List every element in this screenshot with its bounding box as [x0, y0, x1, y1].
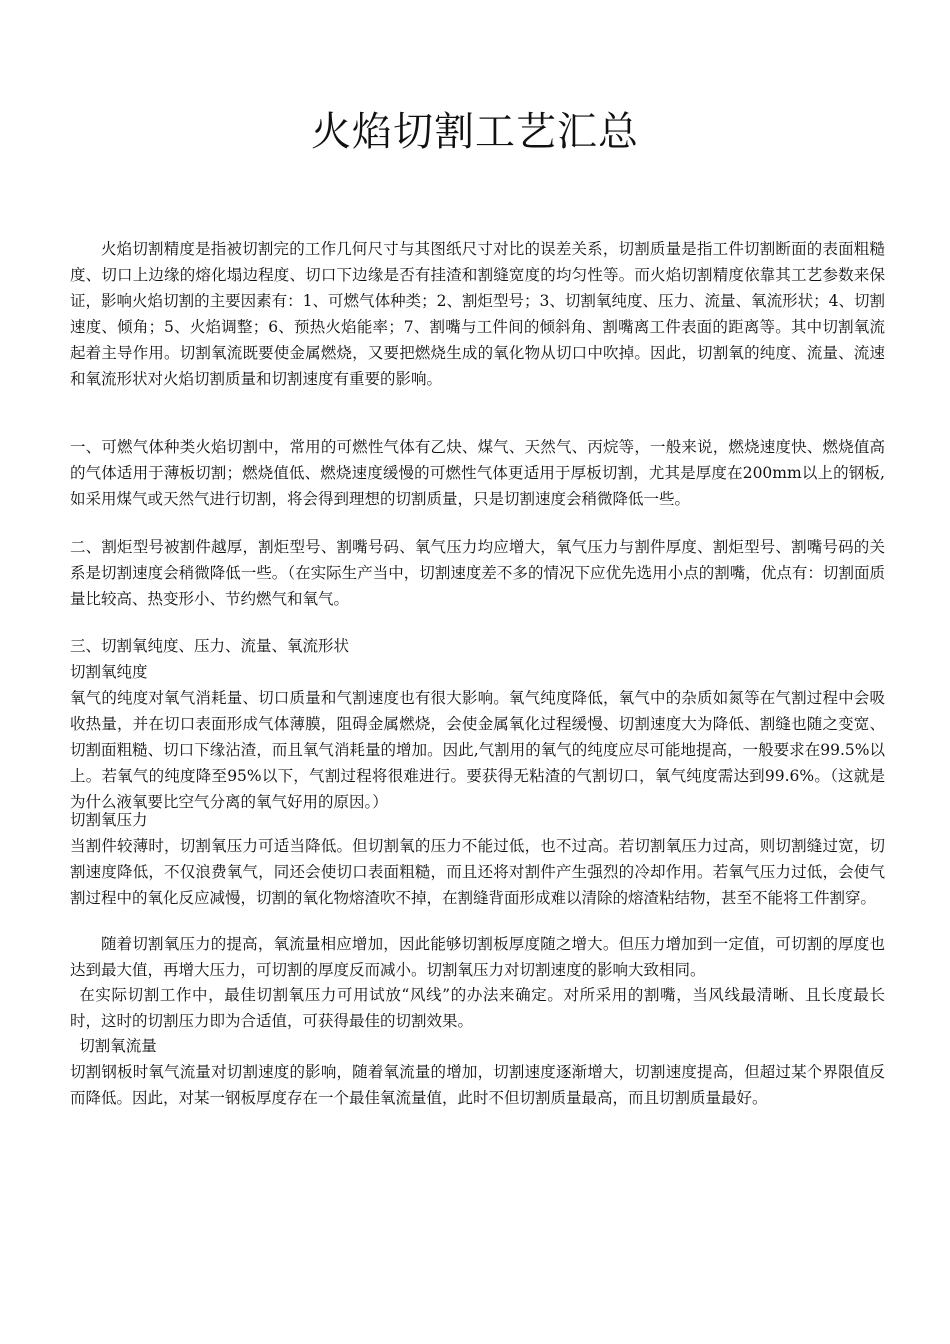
section-1-paragraph: 一、可燃气体种类火焰切割中，常用的可燃性气体有乙炔、煤气、天然气、丙烷等，一般来说，燃烧速度快、燃烧值高的气体适用于薄板切割；燃烧值低、燃烧速度缓慢的可燃性气体更适用于厚板切割，尤其是厚度在200mm以上的钢板,如采用煤气或天然气进行切割，将会得到理想的切割质量，只是切割速度会稍微降低一些。	[70, 438, 885, 508]
document-title: 火焰切割工艺汇总	[311, 109, 639, 155]
flow-subheading: 切割氧流量	[79, 1037, 157, 1055]
pressure-subheading: 切割氧压力	[70, 811, 148, 829]
intro-paragraph: 火焰切割精度是指被切割完的工作几何尺寸与其图纸尺寸对比的误差关系，切割质量是指工件切割断面的表面粗糙度、切口上边缘的熔化塌边程度、切口下边缘是否有挂渣和割缝宽度的均匀性等。而火焰切割精度依靠其工艺参数来保证，影响火焰切割的主要因素有：1、可燃气体种类；2、割炬型号；3、切割氧纯度、压力、流量、氧流形状；4、切割速度、倾角；5、火焰调整；6、预热火焰能率；7、割嘴与工件间的倾斜角、割嘴离工件表面的距离等。其中切割氧流起着主导作用。切割氧流既要使金属燃烧，又要把燃烧生成的氧化物从切口中吹掉。因此，切割氧的纯度、流量、流速和氧流形状对火焰切割质量和切割速度有重要的影响。	[70, 240, 885, 388]
flow-paragraph: 切割钢板时氧气流量对切割速度的影响，随着氧流量的增加，切割速度逐渐增大，切割速度提高，但超过某个界限值反而降低。因此，对某一钢板厚度存在一个最佳氧流量值，此时不但切割质量最高，而且切割质量最好。	[70, 1063, 885, 1107]
section-3-heading: 三、切割氧纯度、压力、流量、氧流形状	[70, 637, 350, 655]
pressure-paragraph-2: 随着切割氧压力的提高，氧流量相应增加，因此能够切割板厚度随之增大。但压力增加到一定值，可切割的厚度也达到最大值，再增大压力，可切割的厚度反而减小。切割氧压力对切割速度的影响大致相同。	[70, 935, 885, 979]
purity-paragraph: 氧气的纯度对氧气消耗量、切口质量和气割速度也有很大影响。氧气纯度降低，氧气中的杂质如氮等在气割过程中会吸收热量，并在切口表面形成气体薄膜，阻碍金属燃烧，会使金属氧化过程缓慢、切割速度大为降低、割缝也随之变宽、切割面粗糙、切口下缘沾渣，而且氧气消耗量的增加。因此,气割用的氧气的纯度应尽可能地提高，一般要求在99.5%以上。若氧气的纯度降至95%以下，气割过程将很难进行。要获得无粘渣的气割切口，氧气纯度需达到99.6%。（这就是为什么液氧要比空气分离的氧气好用的原因。）	[70, 689, 885, 811]
pressure-paragraph: 当割件较薄时，切割氧压力可适当降低。但切割氧的压力不能过低，也不过高。若切割氧压力过高，则切割缝过宽，切割速度降低，不仅浪费氧气，同还会使切口表面粗糙，而且还将对割件产生强烈的冷却作用。若氧气压力过低，会使气割过程中的氧化反应减慢，切割的氧化物熔渣吹不掉，在割缝背面形成难以清除的熔渣粘结物，甚至不能将工件割穿。	[70, 837, 885, 907]
pressure-paragraph-3: 在实际切割工作中，最佳切割氧压力可用试放“风线”的办法来确定。对所采用的割嘴，当风线最清晰、且长度最长时，这时的切割压力即为合适值，可获得最佳的切割效果。	[70, 986, 885, 1030]
section-2-paragraph: 二、割炬型号被割件越厚，割炬型号、割嘴号码、氧气压力均应增大，氧气压力与割件厚度、割炬型号、割嘴号码的关系是切割速度会稍微降低一些。（在实际生产当中，切割速度差不多的情况下应优先选用小点的割嘴，优点有：切割面质量比较高、热变形小、节约燃气和氧气。	[70, 538, 885, 608]
purity-subheading: 切割氧纯度	[70, 663, 148, 681]
